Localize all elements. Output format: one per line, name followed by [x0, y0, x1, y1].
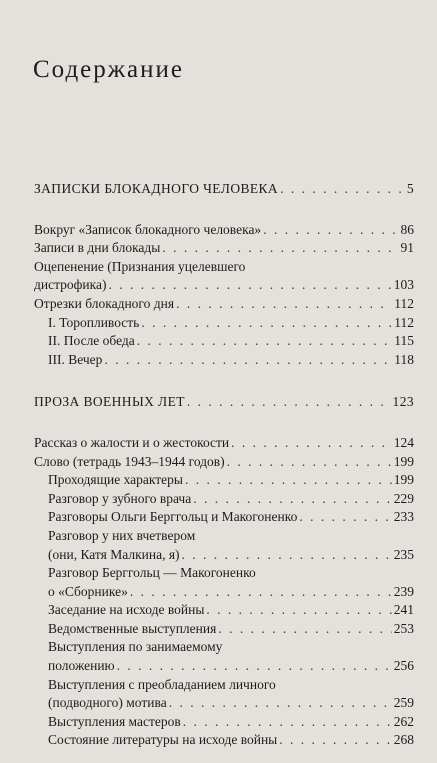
- toc-page-number: 103: [393, 277, 414, 293]
- toc-entry: [34, 332, 414, 351]
- toc-entry: [34, 564, 414, 601]
- toc-entry-line: [34, 258, 414, 277]
- toc-entry-line: [48, 546, 414, 565]
- toc-entry-line: [34, 295, 414, 314]
- toc-entry-title: I. Торопливость: [48, 314, 140, 330]
- toc-page-number: 229: [393, 490, 414, 506]
- toc-entry: [34, 471, 414, 490]
- toc-page-number: 112: [394, 295, 414, 311]
- toc-page-number: 124: [393, 434, 414, 450]
- toc-page-number: 239: [393, 583, 414, 599]
- toc-entry-line: [34, 393, 414, 412]
- toc-entry-line: [48, 508, 414, 527]
- toc-page-number: 5: [406, 181, 414, 196]
- toc-page-number: 262: [393, 713, 414, 729]
- dot-leader: [206, 601, 391, 620]
- toc-entry-title: Разговор у зубного врача: [48, 490, 192, 506]
- toc-entry-title: о «Сборнике»: [48, 583, 128, 599]
- dot-leader: [218, 620, 391, 639]
- toc-entry-line: [34, 221, 414, 240]
- dot-leader: [137, 332, 392, 351]
- toc-entry: [34, 221, 414, 240]
- toc-page-number: 235: [393, 546, 414, 562]
- toc-entry-title: дистрофика): [34, 277, 107, 293]
- toc-entry-line: [48, 527, 414, 546]
- toc-entry-title: Вокруг «Записок блокадного человека»: [34, 221, 262, 237]
- dot-leader: [193, 490, 392, 509]
- toc-entry-title: Выступления мастеров: [48, 713, 181, 729]
- toc-entry-title: Заседание на исходе войны: [48, 602, 205, 618]
- toc-entry-line: [48, 620, 414, 639]
- toc-entry-title: II. После обеда: [48, 333, 135, 349]
- toc-entry-title: Разговор Берггольц — Макогоненко: [48, 565, 256, 581]
- toc-entry: [34, 434, 414, 453]
- toc-page-number: 233: [393, 509, 414, 525]
- toc-entry: [34, 713, 414, 732]
- toc-entry-line: [48, 731, 414, 750]
- toc-entry-title: Отрезки блокадного дня: [34, 295, 175, 311]
- toc-page-number: 199: [393, 453, 414, 469]
- toc-entry: [34, 314, 414, 333]
- toc-entry-title: Проходящие характеры: [48, 472, 183, 488]
- dot-leader: [182, 546, 392, 565]
- toc-page-number: 259: [393, 695, 414, 711]
- toc-entry-title: Разговор у них вчетвером: [48, 527, 196, 543]
- toc-entry-line: [48, 351, 414, 370]
- toc-entry-title: Выступления по занимаемому: [48, 639, 223, 655]
- toc-entry: [34, 351, 414, 370]
- toc-entry-line: [48, 601, 414, 620]
- toc-entry-title: Состояние литературы на исходе войны: [48, 732, 278, 748]
- toc-page-number: 123: [392, 394, 414, 410]
- toc-page-number: 241: [393, 602, 414, 618]
- toc-entry-title: положению: [48, 658, 115, 674]
- toc-entry-line: [48, 583, 414, 602]
- toc-page-number: 268: [393, 732, 414, 748]
- dot-leader: [104, 351, 392, 370]
- toc-entry-title: ЗАПИСКИ БЛОКАДНОГО ЧЕЛОВЕКА: [34, 181, 279, 196]
- toc-entry-line: [34, 180, 414, 199]
- toc-entry: [34, 490, 414, 509]
- toc-entry-line: [48, 713, 414, 732]
- toc-entry: [34, 258, 414, 295]
- toc-entry: [34, 295, 414, 314]
- dot-leader: [263, 221, 398, 240]
- dot-leader: [176, 295, 392, 314]
- toc-entry-line: [48, 657, 414, 676]
- toc-page-number: 91: [400, 240, 414, 256]
- dot-leader: [185, 471, 392, 490]
- toc-entry: [34, 180, 414, 199]
- toc-entry: [34, 527, 414, 564]
- toc-entry-line: [48, 314, 414, 333]
- toc-page-number: 253: [393, 620, 414, 636]
- toc-entry-line: [48, 564, 414, 583]
- toc-entry: [34, 393, 414, 412]
- toc-entry-title: Оцепенение (Признания уцелевшего: [34, 258, 246, 274]
- dot-leader: [141, 314, 392, 333]
- toc-entry-line: [34, 239, 414, 258]
- dot-leader: [231, 434, 392, 453]
- page-title: Содержание: [33, 56, 184, 83]
- toc-entry: [34, 453, 414, 472]
- toc-entry-line: [48, 638, 414, 657]
- dot-leader: [299, 508, 391, 527]
- toc-entry-title: III. Вечер: [48, 351, 103, 367]
- toc-entry: [34, 676, 414, 713]
- dot-leader: [117, 657, 392, 676]
- toc-entry: [34, 731, 414, 750]
- toc-entry-line: [48, 490, 414, 509]
- toc-entry: [34, 638, 414, 675]
- toc-entry: [34, 508, 414, 527]
- toc-entry-line: [48, 676, 414, 695]
- toc-entry-line: [34, 453, 414, 472]
- toc-entry-title: Ведомственные выступления: [48, 620, 217, 636]
- toc-page-number: 199: [393, 472, 414, 488]
- dot-leader: [280, 180, 405, 199]
- toc-page-number: 118: [394, 351, 414, 367]
- toc-entry-title: Рассказ о жалости и о жестокости: [34, 434, 230, 450]
- toc-entry-title: Слово (тетрадь 1943–1944 годов): [34, 453, 225, 469]
- toc-entry-title: (они, Катя Малкина, я): [48, 546, 180, 562]
- toc-page-number: 112: [394, 314, 414, 330]
- toc-page-number: 115: [394, 333, 414, 349]
- toc-page-number: 86: [400, 221, 414, 237]
- toc-entry: [34, 620, 414, 639]
- dot-leader: [183, 713, 392, 732]
- toc-entry-line: [48, 332, 414, 351]
- toc-entry-line: [34, 276, 414, 295]
- dot-leader: [130, 583, 392, 602]
- dot-leader: [227, 453, 392, 472]
- toc-entry-title: (подводного) мотива: [48, 695, 167, 711]
- dot-leader: [279, 731, 392, 750]
- dot-leader: [162, 239, 398, 258]
- toc-entry-title: Записи в дни блокады: [34, 240, 161, 256]
- toc-entry-title: Выступления с преобладанием личного: [48, 676, 276, 692]
- toc-entry-title: Разговоры Ольги Берггольц и Макогоненко: [48, 509, 298, 525]
- toc-entry-line: [48, 471, 414, 490]
- toc-entry-title: ПРОЗА ВОЕННЫХ ЛЕТ: [34, 394, 185, 410]
- dot-leader: [169, 694, 392, 713]
- table-of-contents: [34, 180, 414, 750]
- dot-leader: [108, 276, 391, 295]
- toc-entry: [34, 239, 414, 258]
- toc-entry-line: [34, 434, 414, 453]
- dot-leader: [187, 393, 391, 412]
- toc-entry: [34, 601, 414, 620]
- toc-page-number: 256: [393, 658, 414, 674]
- toc-entry-line: [48, 694, 414, 713]
